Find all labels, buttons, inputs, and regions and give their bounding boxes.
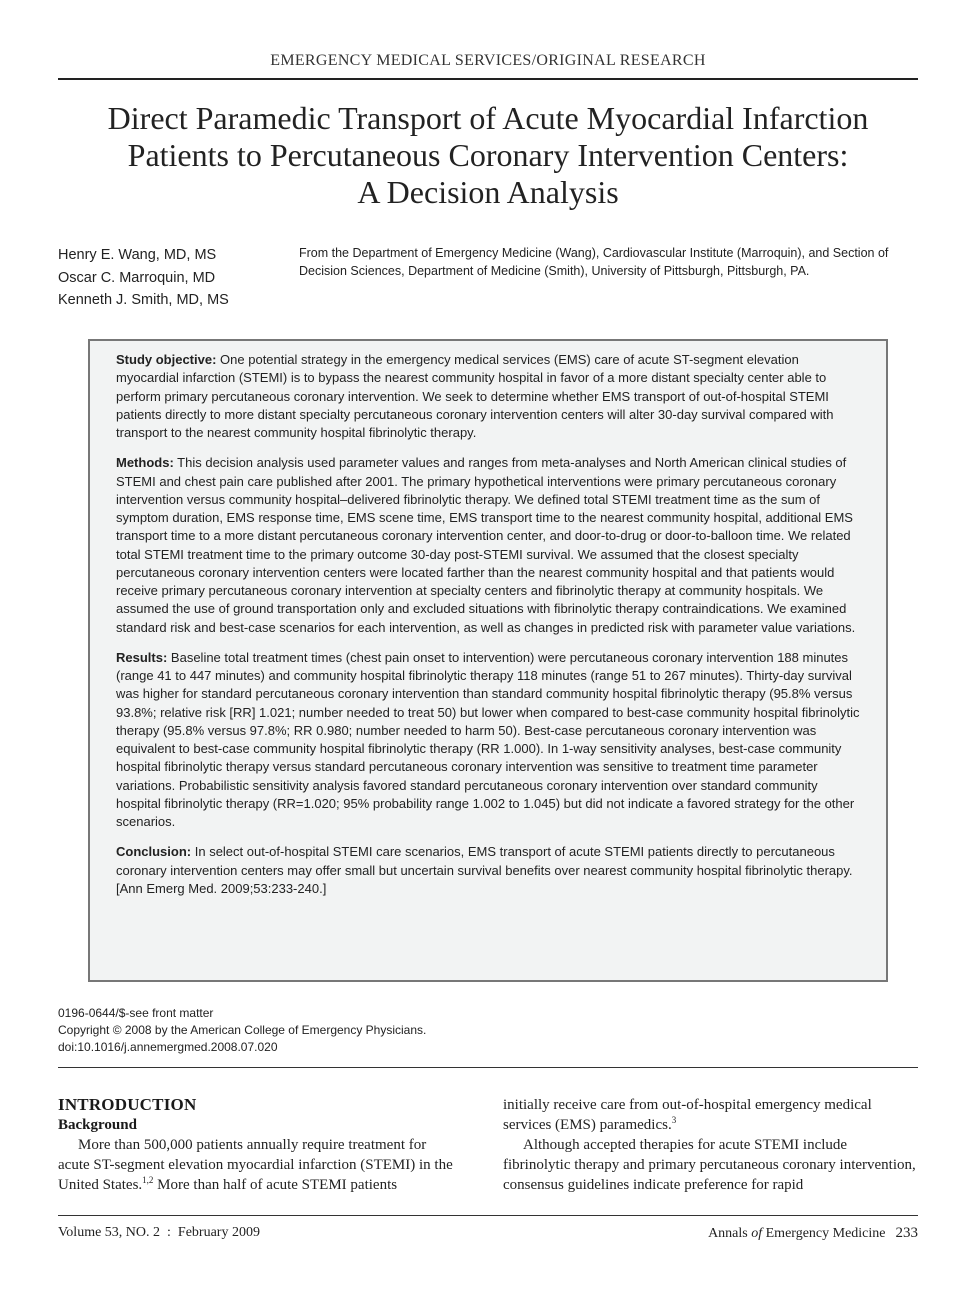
- section-divider: [58, 1067, 918, 1068]
- author: Oscar C. Marroquin, MD: [58, 269, 216, 286]
- title-line: Direct Paramedic Transport of Acute Myocardial Infarction: [107, 100, 869, 136]
- citation: 1,2: [142, 1175, 154, 1185]
- section-label: EMERGENCY MEDICAL SERVICES/ORIGINAL RESEARCH: [270, 52, 706, 69]
- body-column-left: [58, 1095, 460, 1195]
- journal-name-post: Emergency Medicine: [762, 1226, 886, 1241]
- objective-text: One potential strategy in the emergency medical services (EMS) care of acute ST-segment elevation myocardial infarction (STEMI) is to bypass the nearest community hospital in favor of a more distant specialty center able to perform primary percutaneous coronary intervention. We seek to determine whether EMS transport of out-of-hospital STEMI patients directly to more distant specialty percutaneous coronary intervention centers will alter 30-day survival compared with transport to the nearest community hospital fibrinolytic therapy.: [116, 352, 834, 440]
- abstract-conclusion: [116, 843, 861, 898]
- body-text: More than 500,000 patients annually require treatment for acute ST-segment elevation myocardial infarction (STEMI) in the United States.: [58, 1137, 453, 1193]
- author-list: [58, 244, 278, 312]
- body-paragraph: [58, 1135, 460, 1195]
- affiliation: From the Department of Emergency Medicine (Wang), Cardiovascular Institute (Marroquin), and Section of Decision Sciences, Department of Medicine (Smith), University of Pittsburgh, Pittsburgh, PA.: [299, 246, 889, 278]
- abstract-methods: [116, 454, 861, 637]
- header-rule: [58, 78, 918, 80]
- doi-line: doi:10.1016/j.annemergmed.2008.07.020: [58, 1040, 278, 1054]
- page-number: 233: [895, 1225, 918, 1241]
- journal-name-pre: Annals: [708, 1226, 752, 1241]
- title-line: A Decision Analysis: [357, 174, 619, 210]
- author: Henry E. Wang, MD, MS: [58, 247, 217, 263]
- issue-info: Volume 53, NO. 2 : February 2009: [58, 1225, 260, 1240]
- journal-footer: [708, 1225, 918, 1242]
- results-text: Baseline total treatment times (chest pain onset to intervention) were percutaneous coronary intervention 188 minutes (range 41 to 447 minutes) and community hospital fibrinolytic therapy 118 minutes (range 51 to 267 minutes). Thirty-day survival was higher for standard percutaneous coronary intervention than standard community hospital fibrinolytic therapy (95.8% versus 93.8%; relative risk [RR] 1.021; number needed to treat 50) but lower when compared to best-case community hospital fibrinolytic therapy (95.8% versus 97.8%; RR 0.980; number needed to harm 50). Best-case percutaneous coronary intervention was equivalent to best-case community hospital fibrinolytic therapy (RR 1.000). In 1-way sensitivity analyses, best-case community hospital fibrinolytic therapy versus standard percutaneous coronary intervention was sensitive to treatment time parameter variations. Probabilistic sensitivity analysis favored standard percutaneous coronary intervention over standard community hospital fibrinolytic therapy (RR=1.020; 95% probability range 1.002 to 1.045) but did not indicate a favored strategy for the other scenarios.: [116, 649, 860, 829]
- citation: 3: [671, 1115, 677, 1125]
- objective-label: Study objective:: [116, 352, 217, 367]
- body-text: More than half of acute STEMI patients: [153, 1177, 398, 1193]
- body-paragraph: [503, 1095, 918, 1135]
- copyright-line: Copyright © 2008 by the American College of Emergency Physicians.: [58, 1023, 427, 1037]
- abstract-box: [88, 339, 888, 982]
- footer-rule: [58, 1215, 918, 1216]
- results-label: Results:: [116, 649, 168, 665]
- author: Kenneth J. Smith, MD, MS: [58, 292, 229, 308]
- abstract-results: [116, 649, 861, 832]
- article-title: [58, 100, 918, 211]
- journal-name-of: of: [751, 1226, 763, 1241]
- body-paragraph: Although accepted therapies for acute STEMI include fibrinolytic therapy and primary percutaneous coronary intervention, consensus guidelines indicate preference for rapid: [503, 1137, 916, 1193]
- body-text: initially receive care from out-of-hospital emergency medical services (EMS) paramedics.: [503, 1097, 872, 1133]
- introduction-heading: INTRODUCTION: [58, 1095, 197, 1114]
- methods-text: This decision analysis used parameter values and ranges from meta-analyses and North American clinical studies of STEMI and chest pain care published after 2001. The primary hypothetical interventions were primary percutaneous coronary intervention versus community hospital–delivered fibrinolytic therapy. We defined total STEMI treatment time as the sum of symptom duration, EMS response time, EMS scene time, EMS transport time to the nearest community hospital, additional EMS transport time to a more distant percutaneous coronary intervention center, and door-to-drug or door-to-balloon time. We related total STEMI treatment time to the primary outcome 30-day post-STEMI survival. We assumed that the closest specialty percutaneous coronary intervention centers were located farther than the nearest community hospital and that patients would receive primary percutaneous coronary intervention at specialty centers and fibrinolytic therapy at community hospitals. We assumed the use of ground transportation only and excluded situations with fibrinolytic therapy contraindications. We examined standard risk and best-case scenarios for each intervention, as well as changes in predicted risk with parameter value variations.: [116, 455, 856, 635]
- background-subheading: Background: [58, 1117, 137, 1133]
- conclusion-label: Conclusion:: [116, 844, 192, 860]
- body-column-right: [503, 1095, 918, 1195]
- copyright-line: 0196-0644/$-see front matter: [58, 1006, 214, 1020]
- conclusion-text: In select out-of-hospital STEMI care scenarios, EMS transport of acute STEMI patients directly to percutaneous coronary intervention centers may offer small but uncertain survival benefits over nearest community hospital fibrinolytic therapy. [Ann Emerg Med. 2009;53:233-240.]: [116, 844, 853, 896]
- title-line: Patients to Percutaneous Coronary Intervention Centers:: [127, 137, 849, 173]
- methods-label: Methods:: [116, 455, 174, 471]
- copyright-block: [58, 1005, 658, 1056]
- abstract-objective: [116, 351, 861, 442]
